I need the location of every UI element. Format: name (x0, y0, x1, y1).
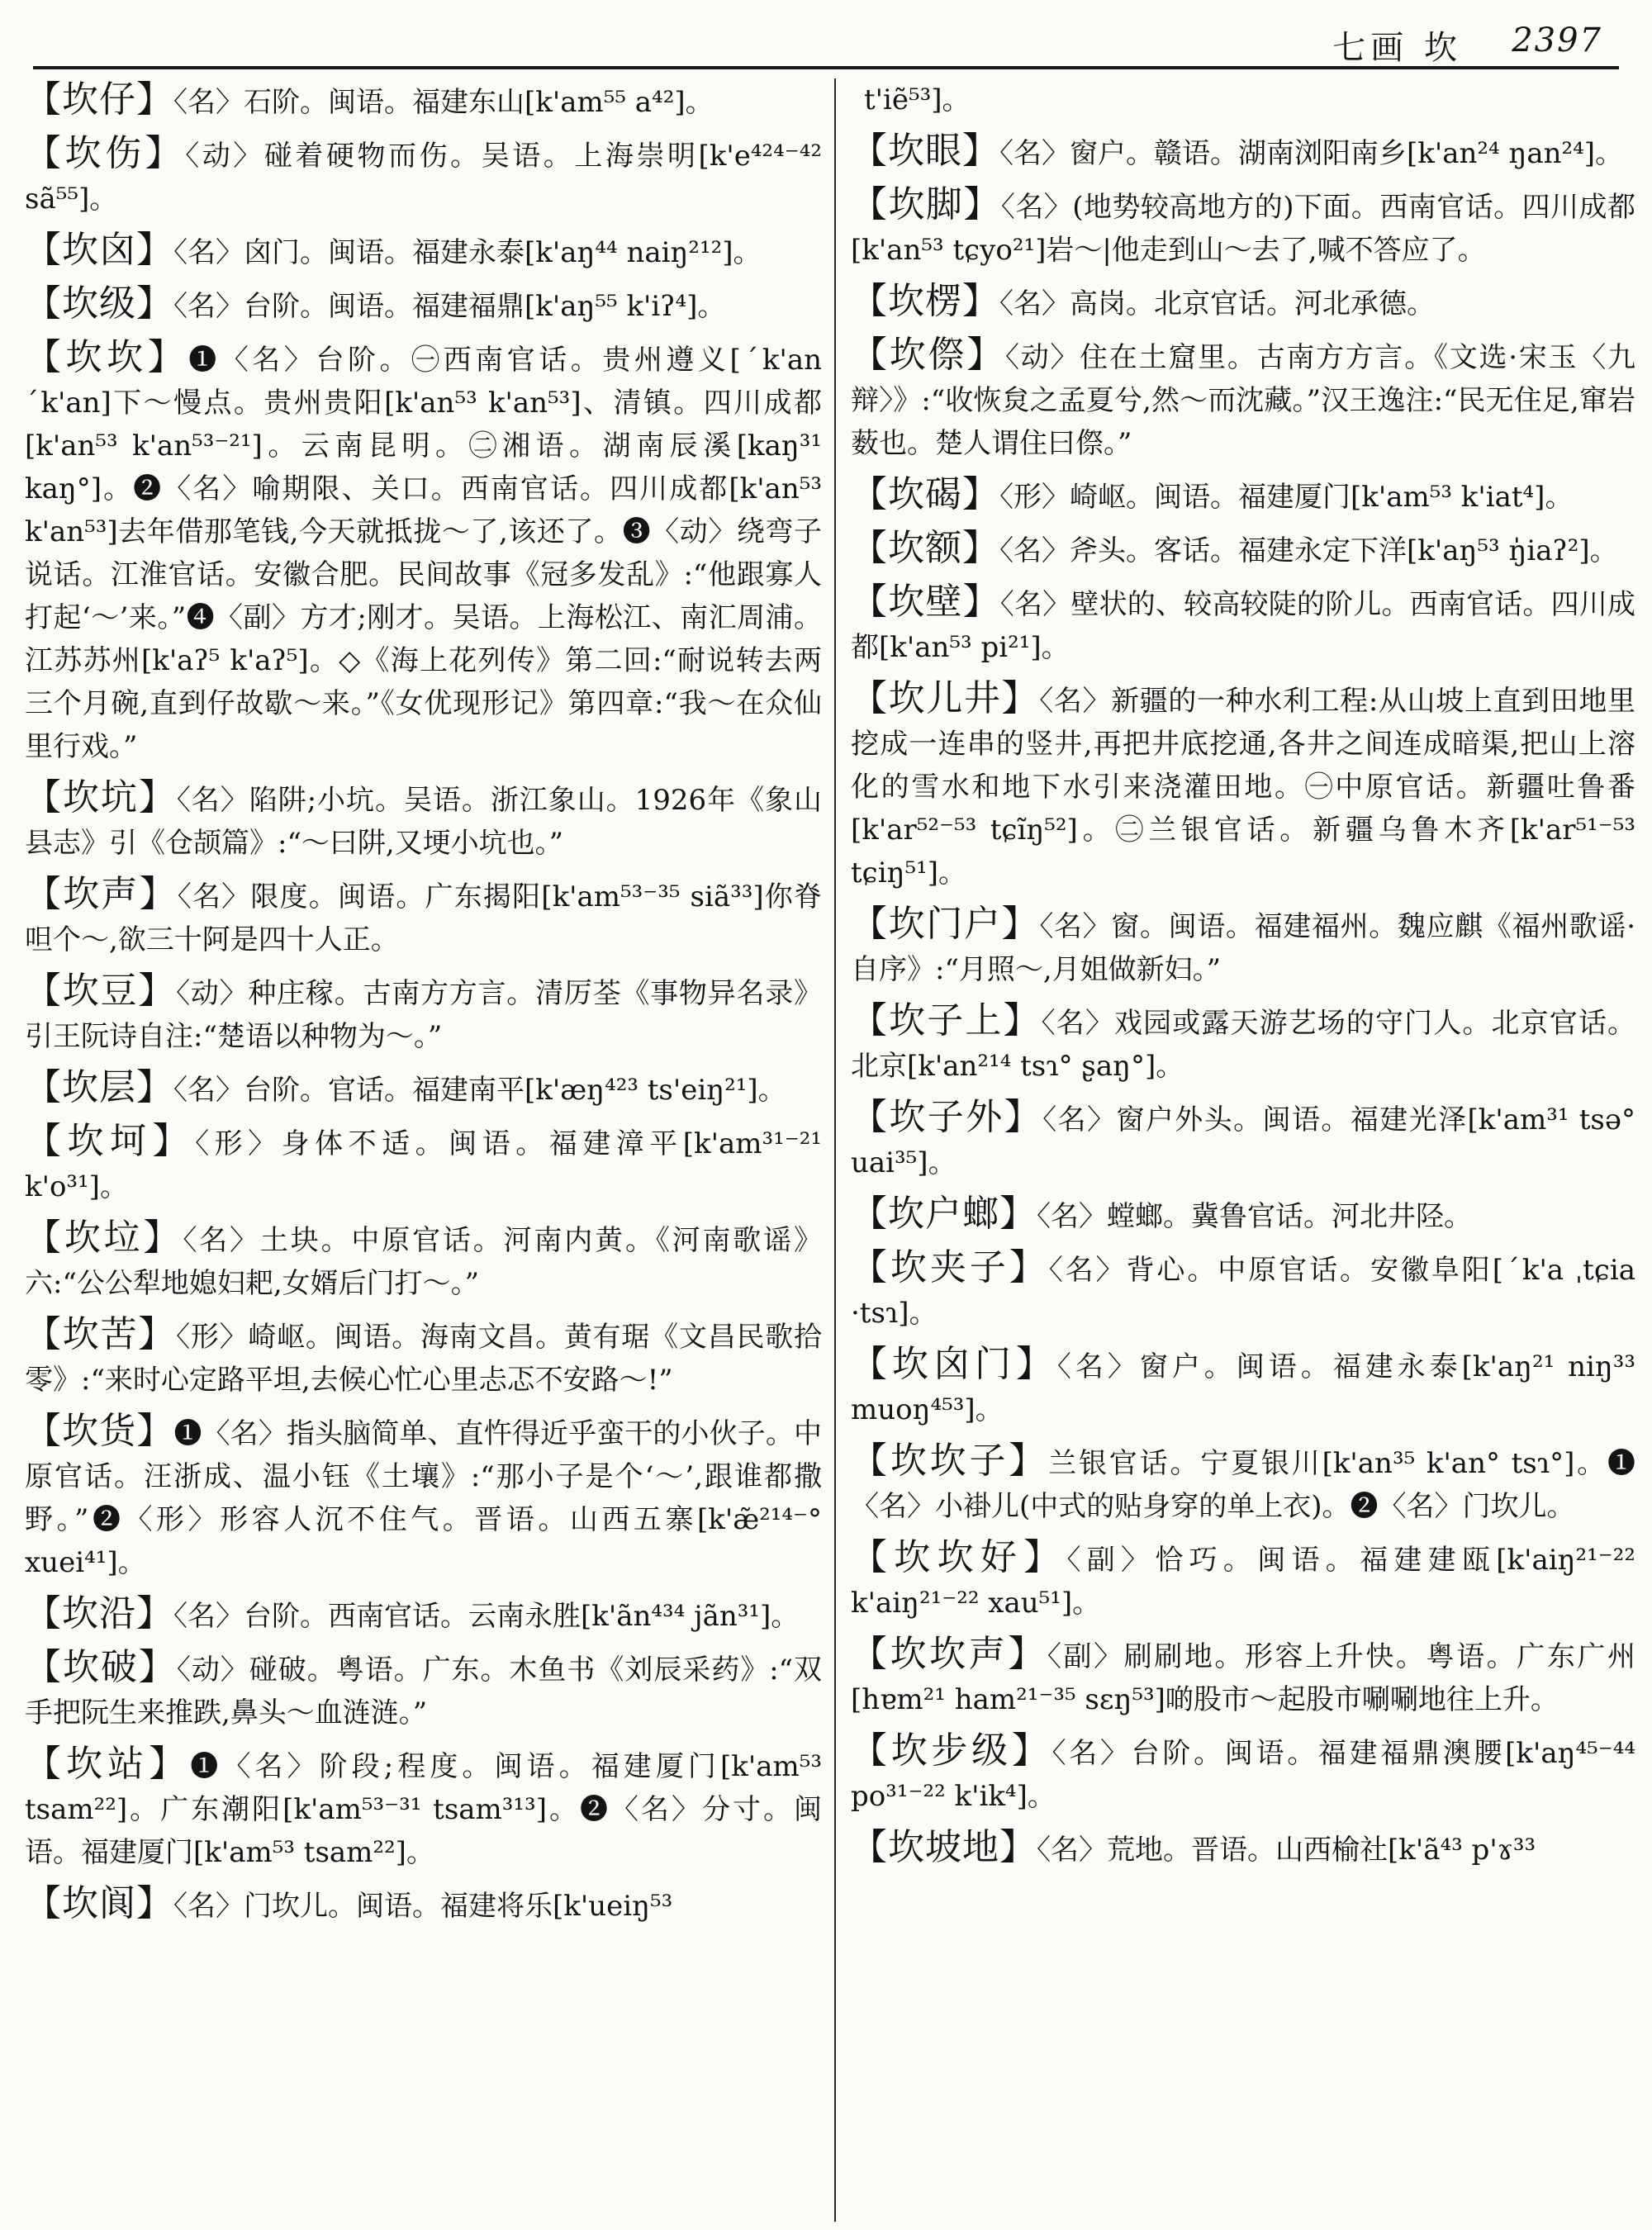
dictionary-entry (851, 999, 1635, 1088)
dictionary-entry (851, 1729, 1635, 1818)
headword: 【坎额】 (851, 527, 999, 569)
headword: 【坎户螂】 (851, 1193, 1037, 1235)
definition: 〈动〉碰破。粤语。广东。木鱼书《刘辰采药》:“双手把阮生来推跌,鼻头～血涟涟。” (25, 1654, 822, 1729)
definition: 〈动〉种庄稼。古南方方言。清厉荃《事物异名录》引王阮诗自注:“楚语以种物为～。” (25, 977, 822, 1053)
dictionary-entry (851, 1536, 1635, 1625)
dictionary-entry (25, 132, 822, 221)
dictionary-entry (851, 280, 1635, 325)
dictionary-entry (25, 1882, 822, 1928)
headword: 【坎脚】 (851, 183, 1001, 225)
definition: 〈名〉背心。中原官话。安徽阜阳[ˊk'a ˌtɕia ·tsɿ]。 (851, 1254, 1636, 1330)
dictionary-entry (851, 1193, 1635, 1238)
headword: 【坎豆】 (25, 970, 177, 1012)
definition: 〈名〉石阶。闽语。福建东山[k'am⁵⁵ a⁴²]。 (173, 86, 714, 119)
dictionary-entry (25, 776, 822, 865)
headword: 【坎仔】 (25, 78, 173, 121)
dictionary-entry (25, 1646, 822, 1734)
definition: 〈名〉新疆的一种水利工程:从山坡上直到田地里挖成一连串的竖井,再把井底挖通,各井之间连成暗渠,把山上溶化的雪水和地下水引来浇灌田地。㊀中原官话。新疆吐鲁番[k'ar⁵²⁻⁵³ tɕĩŋ⁵²]。㊁兰银官话。新疆乌鲁木齐[k'ar⁵¹⁻⁵³ tɕiŋ⁵¹]。 (851, 685, 1635, 890)
dictionary-entry (851, 677, 1635, 894)
headword: 【坎门户】 (851, 903, 1040, 945)
dictionary-entry (25, 1592, 822, 1638)
definition: 〈名〉窗户。闽语。福建永泰[k'aŋ²¹ niŋ³³ muoŋ⁴⁵³]。 (851, 1350, 1635, 1426)
definition: 〈名〉囟门。闽语。福建永泰[k'aŋ⁴⁴ naiŋ²¹²]。 (173, 236, 762, 269)
dictionary-entry (851, 903, 1635, 991)
definition: 〈名〉窗户。赣语。湖南浏阳南乡[k'an²⁴ ŋan²⁴]。 (999, 137, 1624, 170)
dictionary-entry (25, 336, 822, 768)
definition: 〈名〉台阶。闽语。福建福鼎[k'aŋ⁵⁵ k'iʔ⁴]。 (173, 290, 726, 323)
headword: 【坎垃】 (25, 1217, 183, 1259)
definition: 〈动〉碰着硬物而伤。吴语。上海崇明[k'e⁴²⁴⁻⁴² sã⁵⁵]。 (25, 140, 822, 216)
dictionary-entry (851, 1343, 1635, 1431)
definition: 〈形〉崎岖。闽语。福建厦门[k'am⁵³ k'iat⁴]。 (999, 481, 1574, 514)
section-title: 七画 坎 (1332, 29, 1462, 67)
dictionary-entry (25, 1410, 822, 1584)
dictionary-entry (25, 229, 822, 274)
headword: 【坎站】 (25, 1743, 191, 1785)
headword: 【坎囟门】 (851, 1343, 1057, 1385)
headword: 【坎坡地】 (851, 1826, 1037, 1868)
headword: 【坎儿井】 (851, 677, 1040, 719)
definition: 兰银官话。宁夏银川[k'an³⁵ k'an° tsɿ°]。❶〈名〉小褂儿(中式的贴身穿的单上衣)。❷〈名〉门坎儿。 (851, 1447, 1636, 1523)
definition: 〈名〉陷阱;小坑。吴语。浙江象山。1926年《象山县志》引《仓颉篇》:“～曰阱,又埂小坑也。” (25, 784, 822, 860)
definition: 〈名〉土块。中原官话。河南内黄。《河南歌谣》六:“公公犁地媳妇耙,女婿后门打～。” (25, 1224, 823, 1300)
dictionary-entry (25, 1313, 822, 1402)
headword: 【坎子上】 (851, 999, 1042, 1041)
dictionary-entry (851, 1246, 1635, 1335)
definition: 〈副〉恰巧。闽语。福建建瓯[k'aiŋ²¹⁻²² k'aiŋ²¹⁻²² xau⁵¹]。 (851, 1544, 1635, 1620)
definition: 〈名〉斧头。客话。福建永定下洋[k'aŋ⁵³ ŋ̍iaʔ²]。 (999, 534, 1618, 567)
dictionary-entry (851, 183, 1635, 272)
definition: 〈名〉高岗。北京官话。河北承德。 (999, 287, 1435, 320)
dictionary-entry (851, 1096, 1635, 1184)
dictionary-entry (851, 334, 1635, 465)
continuation-text: t'iẽ⁵³]。 (864, 83, 971, 116)
headword: 【坎层】 (25, 1066, 173, 1108)
headword: 【坎囟】 (25, 229, 173, 271)
headword: 【坎破】 (25, 1646, 177, 1688)
definition: ❶〈名〉阶段;程度。闽语。福建厦门[k'am⁵³ tsam²²]。广东潮阳[k'am⁵³⁻³¹ tsam³¹³]。❷〈名〉分寸。闽语。福建厦门[k'am⁵³ tsam²²]。 (25, 1750, 822, 1869)
right-column (851, 78, 1635, 2222)
headword: 【坎坎好】 (851, 1536, 1067, 1578)
headword: 【坎坷】 (25, 1120, 196, 1162)
headword: 【坎坎】 (25, 336, 189, 378)
dictionary-entry (25, 78, 822, 124)
definition: 〈名〉限度。闽语。广东揭阳[k'am⁵³⁻³⁵ siã³³]你脊呾个～,欲三十阿是四十人正。 (25, 880, 822, 956)
definition: 〈副〉刷刷地。形容上升快。粤语。广东广州[hɐm²¹ ham²¹⁻³⁵ sɛŋ⁵³]啲股市～起股市唰唰地往上升。 (851, 1640, 1636, 1716)
dictionary-entry (851, 581, 1635, 669)
headword: 【坎子外】 (851, 1096, 1043, 1138)
headword: 【坎级】 (25, 282, 173, 325)
headword: 【坎碣】 (851, 473, 999, 515)
headword: 【坎沿】 (25, 1592, 173, 1635)
headword: 【坎伤】 (25, 132, 186, 174)
column-divider (834, 78, 836, 2222)
headword: 【坎声】 (25, 873, 178, 915)
definition: 〈名〉窗。闽语。福建福州。魏应麒《福州歌谣·自序》:“月照～,月姐做新妇。” (851, 910, 1636, 986)
headword: 【坎坑】 (25, 776, 177, 818)
headword: 【坎坎子】 (851, 1440, 1049, 1482)
dictionary-entry (25, 1120, 822, 1208)
headword: 【坎壁】 (851, 581, 1000, 623)
definition: 〈名〉门坎儿。闽语。福建将乐[k'ueiŋ⁵³ (173, 1890, 673, 1923)
definition: 〈名〉螳螂。冀鲁官话。河北井陉。 (1037, 1200, 1472, 1233)
definition: 〈名〉台阶。官话。福建南平[k'æŋ⁴²³ ts'eiŋ²¹]。 (173, 1074, 786, 1107)
headword: 【坎步级】 (851, 1729, 1052, 1772)
headword: 【坎楞】 (851, 280, 999, 322)
definition: 〈名〉荒地。晋语。山西榆社[k'ã⁴³ p'ɤ³³ (1037, 1834, 1536, 1867)
definition: 〈形〉身体不适。闽语。福建漳平[k'am³¹⁻²¹ k'o³¹]。 (25, 1127, 822, 1203)
dictionary-entry (25, 1217, 822, 1305)
dictionary-entry (25, 1743, 822, 1874)
headword: 【坎眼】 (851, 130, 999, 172)
page-number: 2397 (1512, 21, 1602, 59)
headword: 【坎苦】 (25, 1313, 177, 1355)
dictionary-entry (25, 970, 822, 1058)
dictionary-entry (851, 1826, 1635, 1872)
dictionary-entry (851, 1440, 1635, 1528)
definition: 〈名〉壁状的、较高较陡的阶儿。西南官话。四川成都[k'an⁵³ pi²¹]。 (851, 588, 1636, 664)
definition: 〈名〉台阶。闽语。福建福鼎澳腰[k'aŋ⁴⁵⁻⁴⁴ po³¹⁻²² k'ik⁴]。 (851, 1737, 1635, 1813)
page-header (33, 18, 1619, 69)
headword: 【坎阆】 (25, 1882, 173, 1924)
definition: 〈动〉住在土窟里。古南方方言。《文选·宋玉〈九辩〉》:“收恢炱之孟夏兮,然～而沈藏。”汉王逸注:“民无住足,窜岩薮也。楚人谓住曰傺。” (851, 341, 1635, 460)
headword: 【坎傺】 (851, 334, 1005, 376)
dictionary-entry (25, 1066, 822, 1112)
left-column (25, 78, 822, 2222)
headword: 【坎货】 (25, 1410, 174, 1452)
definition: 〈名〉窗户外头。闽语。福建光泽[k'am³¹ tsə° uai³⁵]。 (851, 1103, 1635, 1179)
dictionary-entry (25, 873, 822, 961)
dictionary-entry (851, 130, 1635, 175)
dictionary-entry (851, 1633, 1635, 1721)
headword: 【坎坎声】 (851, 1633, 1047, 1675)
definition: 〈形〉崎岖。闽语。海南文昌。黄有琚《文昌民歌拾零》:“来时心定路平坦,去候心忙心里忐忑不安路～!” (25, 1321, 822, 1397)
dictionary-entry (851, 527, 1635, 572)
definition: 〈名〉(地势较高地方的)下面。西南官话。四川成都[k'an⁵³ tɕyo²¹]岩～|他走到山～去了,喊不答应了。 (851, 191, 1636, 267)
dictionary-entry (25, 282, 822, 328)
definition: ❶〈名〉指头脑简单、直忤得近乎蛮干的小伙子。中原官话。汪浙成、温小钰《土壤》:“那小子是个‘～’,跟谁都撒野。”❷〈形〉形容人沉不住气。晋语。山西五寨[k'æ̃²¹⁴⁻° xuei⁴¹]。 (25, 1417, 823, 1579)
headword: 【坎夹子】 (851, 1246, 1049, 1288)
dictionary-entry (851, 473, 1635, 519)
definition: ❶〈名〉台阶。㊀西南官话。贵州遵义[ˊk'an ˊk'an]下～慢点。贵州贵阳[k'an⁵³ k'an⁵³]、清镇。四川成都[k'an⁵³ k'an⁵³⁻²¹]。云南昆明。㊁湘语。湖南辰溪[kaŋ³¹ kaŋ°]。❷〈名〉喻期限、关口。西南官话。四川成都[k'an⁵³ k'an⁵³]去年借那笔钱,今天就抵拢～了,该还了。❸〈动〉绕弯子说话。江淮官话。安徽合肥。民间故事《冠多发乱》:“他跟寡人打起‘～’来。”❹〈副〉方才;刚才。吴语。上海松江、南汇周浦。江苏苏州[k'aʔ⁵ k'aʔ⁵]。◇《海上花列传》第二回:“耐说转去两三个月碗,直到仔故歇～来。”《女优现形记》第四章:“我～在众仙里行戏。” (25, 344, 823, 763)
definition: 〈名〉戏园或露天游艺场的守门人。北京官话。北京[k'an²¹⁴ tsɿ° ʂaŋ°]。 (851, 1007, 1636, 1083)
definition: 〈名〉台阶。西南官话。云南永胜[k'ãn⁴³⁴ jãn³¹]。 (173, 1600, 800, 1633)
